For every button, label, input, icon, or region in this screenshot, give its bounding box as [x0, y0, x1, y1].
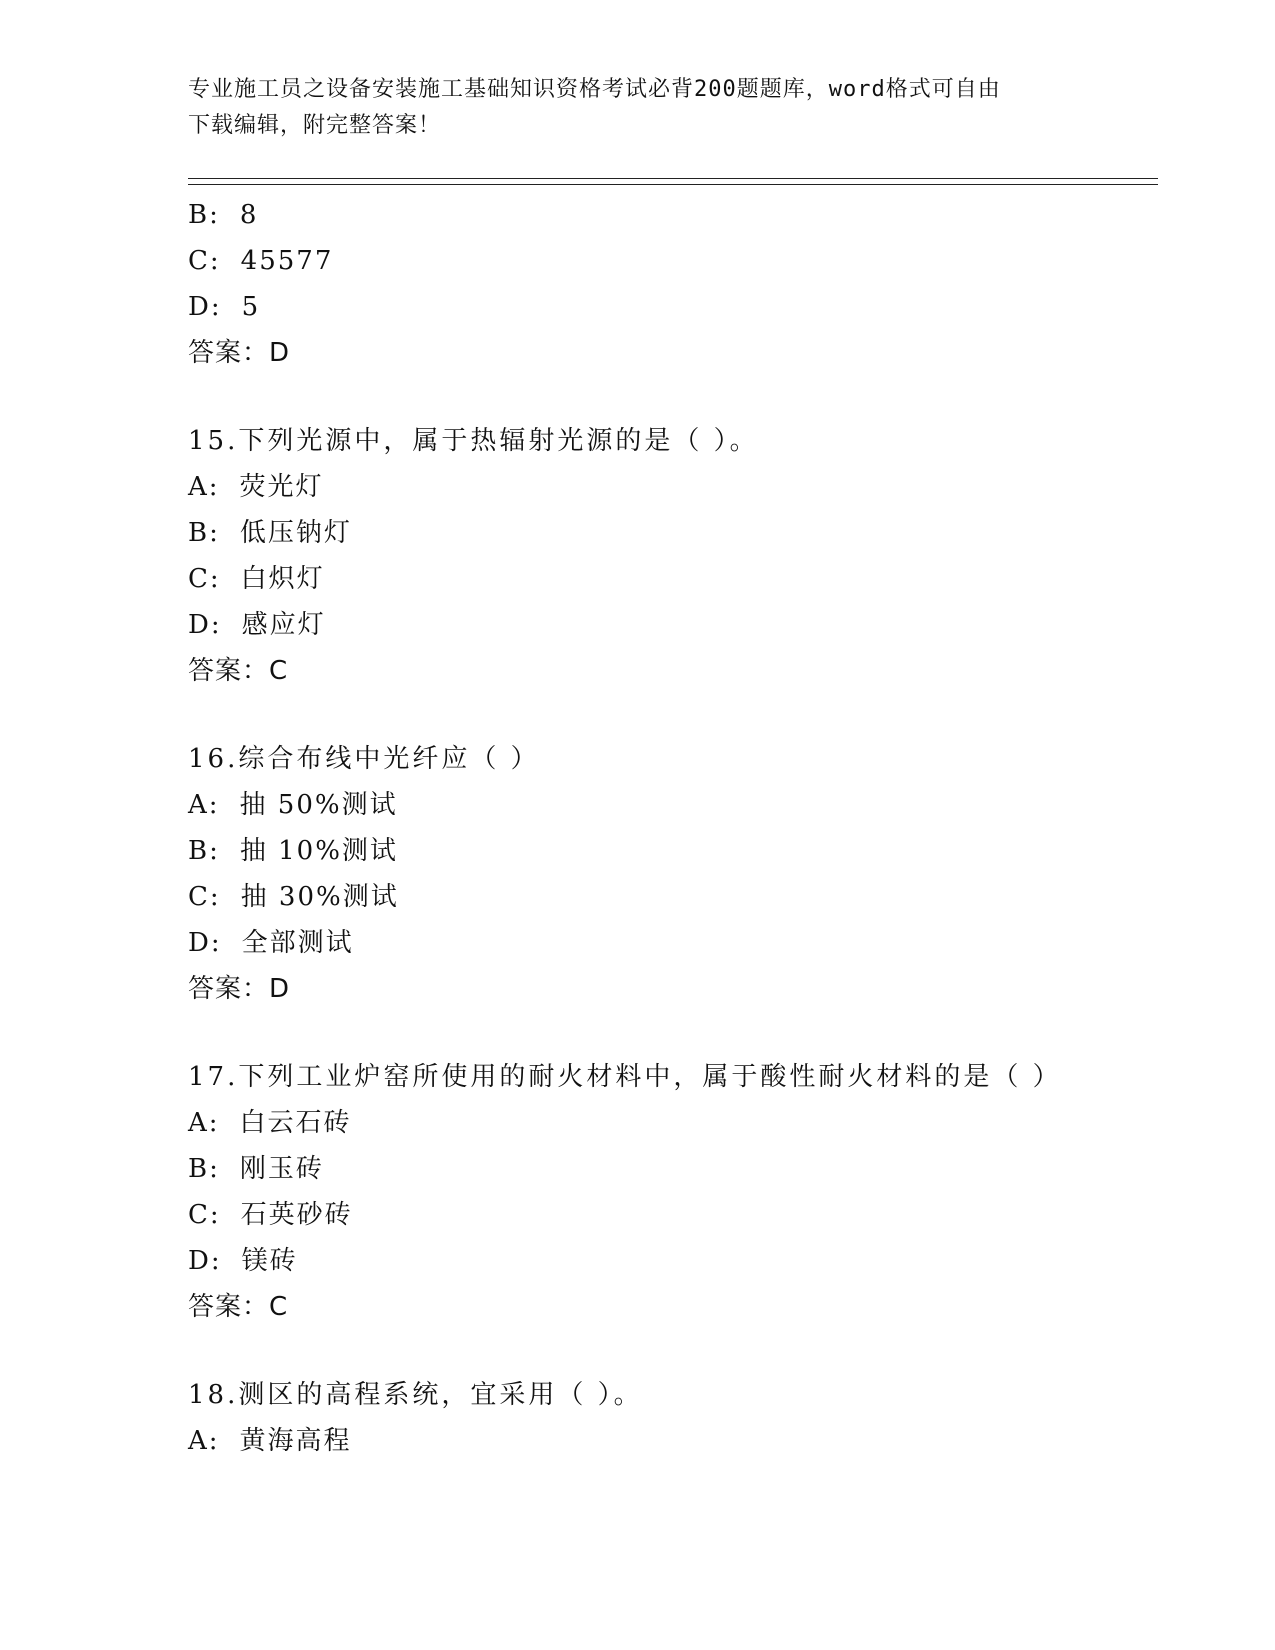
option-text: 抽 10%测试 — [239, 836, 398, 866]
option-key: D: — [188, 292, 222, 322]
option-key: C: — [188, 564, 221, 594]
header-line-1: 专业施工员之设备安装施工基础知识资格考试必背200题题库，word格式可自由 — [188, 77, 1001, 102]
option-key: D: — [188, 928, 222, 958]
option-row — [188, 1146, 1148, 1192]
question-stem: 16.综合布线中光纤应（ ） — [188, 744, 540, 774]
option-text: 低压钠灯 — [239, 518, 352, 548]
option-key: B: — [188, 1154, 220, 1184]
question-stem: 17.下列工业炉窑所使用的耐火材料中，属于酸性耐火材料的是（ ） — [188, 1062, 1062, 1092]
header-rule-bottom — [188, 184, 1158, 185]
option-row — [188, 828, 1148, 874]
option-row — [188, 1238, 1148, 1284]
answer-line: 答案：D — [188, 338, 291, 368]
option-key: A: — [188, 1108, 220, 1138]
option-key: B: — [188, 200, 220, 230]
option-key: A: — [188, 472, 220, 502]
answer-line: 答案：C — [188, 1292, 289, 1322]
option-key: A: — [188, 1426, 220, 1456]
answer-line: 答案：D — [188, 974, 291, 1004]
option-text: 抽 50%测试 — [239, 790, 398, 820]
option-key: B: — [188, 518, 220, 548]
question-stem: 15.下列光源中，属于热辐射光源的是（ ）。 — [188, 426, 759, 456]
option-text: 感应灯 — [241, 610, 326, 640]
option-row — [188, 464, 1148, 510]
option-text: 抽 30%测试 — [240, 882, 399, 912]
option-row — [188, 1100, 1148, 1146]
document-header — [188, 72, 1088, 144]
option-text: 45577 — [240, 246, 334, 276]
option-row — [188, 238, 1148, 284]
option-row — [188, 284, 1148, 330]
option-text: 全部测试 — [241, 928, 354, 958]
option-key: D: — [188, 1246, 222, 1276]
option-key: A: — [188, 790, 220, 820]
option-row — [188, 556, 1148, 602]
option-row — [188, 510, 1148, 556]
option-text: 镁砖 — [241, 1246, 298, 1276]
option-row — [188, 874, 1148, 920]
option-text: 白炽灯 — [240, 564, 325, 594]
option-text: 荧光灯 — [239, 472, 324, 502]
answer-line: 答案：C — [188, 656, 289, 686]
header-rule-top — [188, 178, 1158, 179]
option-row — [188, 920, 1148, 966]
option-text: 石英砂砖 — [240, 1200, 353, 1230]
option-key: C: — [188, 882, 221, 912]
option-text: 黄海高程 — [239, 1426, 352, 1456]
option-key: D: — [188, 610, 222, 640]
option-text: 白云石砖 — [239, 1108, 352, 1138]
option-row — [188, 192, 1148, 238]
option-row — [188, 782, 1148, 828]
option-key: C: — [188, 246, 221, 276]
option-text: 5 — [241, 292, 261, 322]
option-row — [188, 1192, 1148, 1238]
option-key: C: — [188, 1200, 221, 1230]
option-key: B: — [188, 836, 220, 866]
question-list — [188, 192, 1148, 1464]
question-stem: 18.测区的高程系统，宜采用（ ）。 — [188, 1380, 643, 1410]
header-line-2: 下载编辑，附完整答案！ — [188, 113, 442, 138]
option-row — [188, 1418, 1148, 1464]
option-text: 8 — [239, 200, 259, 230]
option-row — [188, 602, 1148, 648]
option-text: 刚玉砖 — [239, 1154, 324, 1184]
